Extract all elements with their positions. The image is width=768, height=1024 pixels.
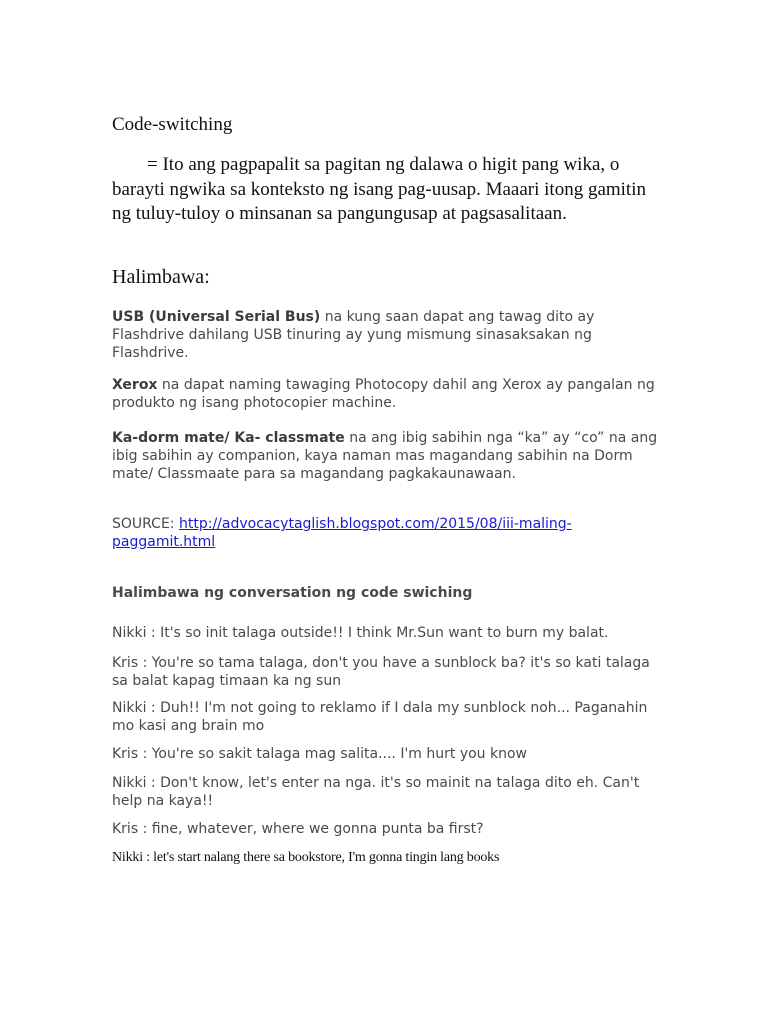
example-xerox — [112, 376, 662, 412]
example-text: na ang ibig sabihin nga “ka” ay “co” na ang ibig sabihin ay companion, kaya naman mas magandang sabihin na Dorm mate/ Classmaate para sa magandang pagkakaunawaan. — [112, 430, 658, 482]
conversation-line: Nikki : Duh!! I'm not going to reklamo if I dala my sunblock noh... Paganahin mo kasi ang brain mo — [112, 700, 648, 734]
page-title: Code-switching — [112, 114, 233, 135]
conversation-line: Kris : fine, whatever, where we gonna punta ba first? — [112, 821, 484, 837]
conversation-heading: Halimbawa ng conversation ng code swiching — [112, 585, 473, 601]
example-text: na kung saan dapat ang tawag dito ay Flashdrive dahilang USB tinuring ay yung mismung sinasaksakan ng Flashdrive. — [112, 309, 595, 361]
conversation-line: Nikki : Don't know, let's enter na nga. it's so mainit na talaga dito eh. Can't help na kaya!! — [112, 775, 640, 809]
conversation-line: Kris : You're so tama talaga, don't you have a sunblock ba? it's so kati talaga sa balat kapag timaan ka ng sun — [112, 655, 650, 689]
conversation-line: Nikki : let's start nalang there sa bookstore, I'm gonna tingin lang books — [112, 850, 500, 865]
example-term: Xerox — [112, 377, 158, 393]
source-link[interactable]: http://advocacytaglish.blogspot.com/2015/08/iii-maling-paggamit.html — [112, 516, 572, 550]
source-label: SOURCE: — [112, 516, 179, 532]
example-term: Ka-dorm mate/ Ka- classmate — [112, 430, 345, 446]
example-term: USB (Universal Serial Bus) — [112, 309, 321, 325]
source-citation — [112, 515, 632, 551]
definition-paragraph — [112, 153, 652, 227]
conversation-line: Nikki : It's so init talaga outside!! I think Mr.Sun want to burn my balat. — [112, 625, 609, 641]
example-ka-dorm-mate — [112, 429, 662, 483]
example-text: na dapat naming tawaging Photocopy dahil ang Xerox ay pangalan ng produkto ng isang photocopier machine. — [112, 377, 655, 411]
conversation-line: Kris : You're so sakit talaga mag salita.... I'm hurt you know — [112, 746, 528, 762]
examples-heading: Halimbawa: — [112, 266, 210, 288]
example-usb — [112, 308, 662, 362]
definition-text: = Ito ang pagpapalit sa pagitan ng dalawa o higit pang wika, o barayti ngwika sa konteksto ng isang pag-uusap. Maaari itong gamitin ng tuluy-tuloy o minsanan sa pangungusap at pagsasalitaan. — [112, 154, 646, 224]
